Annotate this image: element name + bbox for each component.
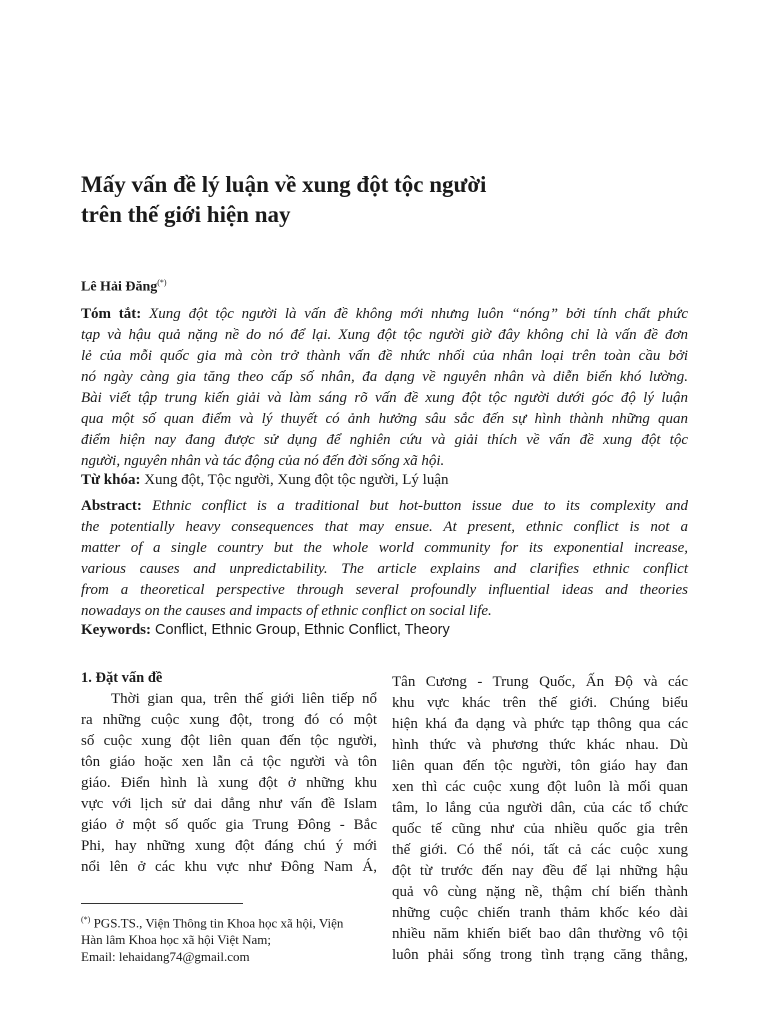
title-line-1: Mấy vấn đề lý luận về xung đột tộc người [81, 172, 487, 197]
keywords-en-label: Keywords: [81, 622, 151, 638]
abstract-line [81, 580, 688, 601]
body-column-left [81, 668, 377, 878]
summary-line [81, 388, 688, 409]
body-line: quốc tế cũng như của nhiều quốc gia trên [392, 821, 688, 837]
body-line: giáo. Điển hình là xung đột ở những khu [81, 775, 377, 791]
body-line: luôn phải sống trong tình trạng căng thẳng, [392, 947, 688, 963]
abstract-text: nowadays on the causes and impacts of ethnic conflict on social life. [81, 603, 492, 619]
body-line: giáo ở một số quốc gia Trung Đông - Bắc [81, 817, 377, 833]
summary-text: điểm hiện nay đang được sử dụng để nghiên cứu và giải thích về vấn đề xung đột tộc [81, 432, 688, 448]
abstract-text: from a theoretical perspective through several profoundly influential ideas and theories [81, 582, 688, 598]
keywords-vi-label: Từ khóa: [81, 472, 141, 488]
summary-line [81, 325, 688, 346]
abstract-line [81, 517, 688, 538]
keywords-vi-text: Xung đột, Tộc người, Xung đột tộc người, Lý luận [144, 472, 449, 488]
keywords-english [81, 620, 688, 640]
summary-line [81, 430, 688, 451]
abstract-text: Ethnic conflict is a traditional but hot-button issue due to its complexity and [152, 498, 689, 514]
abstract-line [81, 496, 688, 517]
summary-line [81, 367, 688, 388]
keywords-vietnamese [81, 470, 688, 490]
abstract-line [81, 601, 688, 622]
body-line: nhiều năm khiến biết bao dân thường vô tội [392, 926, 688, 942]
body-line: hiện khá đa dạng và phức tạp thông qua các [392, 716, 688, 732]
footnote-mark: (*) [81, 915, 91, 924]
body-line: khu vực khác trên thế giới. Chúng biểu [392, 695, 688, 711]
summary-line [81, 409, 688, 430]
abstract-text: the potentially heavy consequences that may ensue. At present, ethnic conflict is not a [81, 519, 688, 535]
body-line: Phi, hay những xung đột đáng chú ý mới [81, 838, 377, 854]
summary-text: tạp và hậu quả nặng nề do nó để lại. Xung đột tộc người giờ đây không chỉ là vấn đề đơn [81, 327, 688, 343]
author-footnote-mark: (*) [157, 278, 167, 287]
body-column-right [392, 672, 688, 966]
body-line: Thời gian qua, trên thế giới liên tiếp nổ [111, 691, 377, 707]
summary-text: qua một số quan điểm và lý thuyết có ảnh hưởng sâu sắc đến sự hình thành những quan [81, 411, 688, 427]
body-line: xen thì các cuộc xung đột luôn là mối quan [392, 779, 688, 795]
abstract-label: Abstract: [81, 498, 142, 514]
body-line: vực với lịch sử dai dẳng như vấn đề Islam [81, 796, 377, 812]
summary-line [81, 304, 688, 325]
abstract-text: various causes and unpredictability. The article explains and clarifies ethnic conflict [81, 561, 688, 577]
abstract-english [81, 496, 688, 622]
body-line: đột từ trước đến nay đều để lại những hậu [392, 863, 688, 879]
footnote-divider [81, 903, 243, 904]
abstract-line [81, 538, 688, 559]
summary-label: Tóm tắt: [81, 306, 142, 322]
author-name: Lê Hải Đăng [81, 279, 158, 295]
footnote-line [81, 911, 381, 931]
body-line: ra những cuộc xung đột, trong đó có một [81, 712, 377, 728]
footnote-email: Email: lehaidang74@gmail.com [81, 949, 250, 965]
footnote-affiliation: PGS.TS., Viện Thông tin Khoa học xã hội, Viện [90, 915, 344, 931]
body-line: tâm, lo lắng của người dân, của các tổ chức [392, 800, 688, 816]
article-title [81, 170, 681, 230]
keywords-en-text: Conflict, Ethnic Group, Ethnic Conflict, Theory [155, 622, 450, 638]
body-line: hình thức và phương thức khác nhau. Dù [392, 737, 688, 753]
section-heading: 1. Đặt vấn đề [81, 670, 163, 686]
footnote [81, 911, 381, 965]
footnote-line: Hàn lâm Khoa học xã hội Việt Nam; [81, 932, 271, 948]
summary-vietnamese [81, 304, 688, 472]
body-line: Tân Cương - Trung Quốc, Ấn Độ và các [392, 674, 688, 690]
body-line: nổi lên ở các khu vực như Đông Nam Á, [81, 859, 377, 875]
summary-line [81, 346, 688, 367]
body-line: liên quan đến tộc người, tôn giáo hay đan [392, 758, 688, 774]
summary-text: người, nguyên nhân và tác động của nó đến đời sống xã hội. [81, 453, 445, 469]
title-line-2: trên thế giới hiện nay [81, 202, 291, 227]
summary-line [81, 451, 688, 472]
summary-text: nó ngày càng gia tăng theo cấp số nhân, đa dạng về nguyên nhân và diễn biến khó lường. [81, 369, 688, 385]
body-line: số cuộc xung đột liên quan đến tộc người, [81, 733, 377, 749]
summary-text: lẻ của mỗi quốc gia mà còn trở thành vấn đề nhức nhối của nhân loại trên toàn cầu bởi [81, 348, 688, 364]
summary-text: Xung đột tộc người là vấn đề không mới nhưng luôn “nóng” bởi tính chất phức [149, 306, 688, 322]
summary-text: Bài viết tập trung kiến giải và làm sáng rõ vấn đề xung đột tộc người dưới góc độ lý luận [81, 390, 688, 406]
body-line: những cuộc chiến tranh thảm khốc kéo dài [392, 905, 688, 921]
author-line [81, 278, 167, 296]
body-line: quả vô cùng nặng nề, thậm chí biến thành [392, 884, 688, 900]
abstract-text: matter of a single country but the whole world community for its exponential increase, [81, 540, 688, 556]
body-line: thế giới. Có thể nói, tất cả các cuộc xung [392, 842, 688, 858]
body-line: tôn giáo hoặc xen lẫn cả tộc người và tôn [81, 754, 377, 770]
abstract-line [81, 559, 688, 580]
